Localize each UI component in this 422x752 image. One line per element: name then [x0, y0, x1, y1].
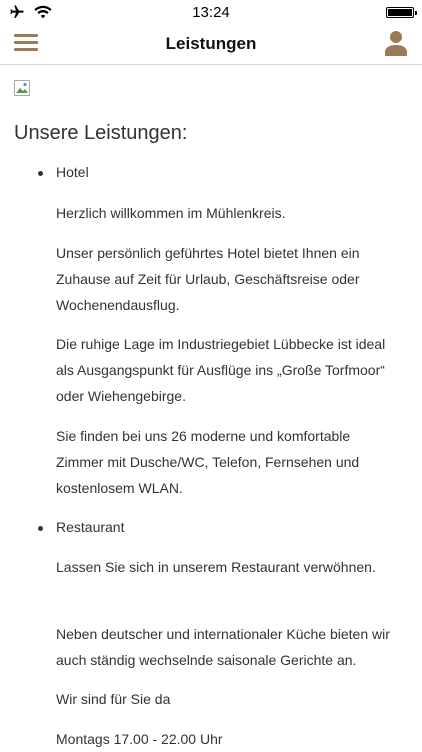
paragraph: Lassen Sie sich in unserem Restaurant verwöhnen.	[56, 559, 376, 575]
bullet-icon	[38, 526, 43, 531]
status-bar	[0, 0, 422, 26]
nav-bar	[0, 26, 422, 65]
list-item-label: Restaurant	[56, 519, 125, 535]
bullet-icon	[38, 171, 43, 176]
broken-image-icon	[14, 80, 30, 96]
status-time: 13:24	[192, 4, 230, 21]
paragraph: Wir sind für Sie da	[56, 691, 171, 707]
paragraph: Herzlich willkommen im Mühlenkreis.	[56, 205, 286, 221]
battery-icon	[386, 7, 414, 18]
paragraph: Sie finden bei uns 26 moderne und komfortable Zimmer mit Dusche/WC, Telefon, Fernsehen und kostenlosem WLAN.	[56, 428, 360, 496]
list-item-label: Hotel	[56, 164, 89, 180]
paragraph: Die ruhige Lage im Industriegebiet Lübbecke ist ideal als Ausgangspunkt für Ausflüge ins „Große Torfmoor“ oder Wiehengebirge.	[56, 336, 386, 404]
paragraph: Montags 17.00 - 22.00 Uhr	[56, 731, 223, 747]
paragraph: Neben deutscher und internationaler Küche bieten wir auch ständig wechselnde saisonale Gerichte an.	[56, 626, 390, 668]
user-icon[interactable]	[384, 30, 408, 56]
section-heading: Unsere Leistungen:	[14, 122, 188, 144]
paragraph: Unser persönlich geführtes Hotel bietet Ihnen ein Zuhause auf Zeit für Urlaub, Geschäftsreise oder Wochenendausflug.	[56, 245, 360, 313]
page-title: Leistungen	[165, 34, 257, 53]
